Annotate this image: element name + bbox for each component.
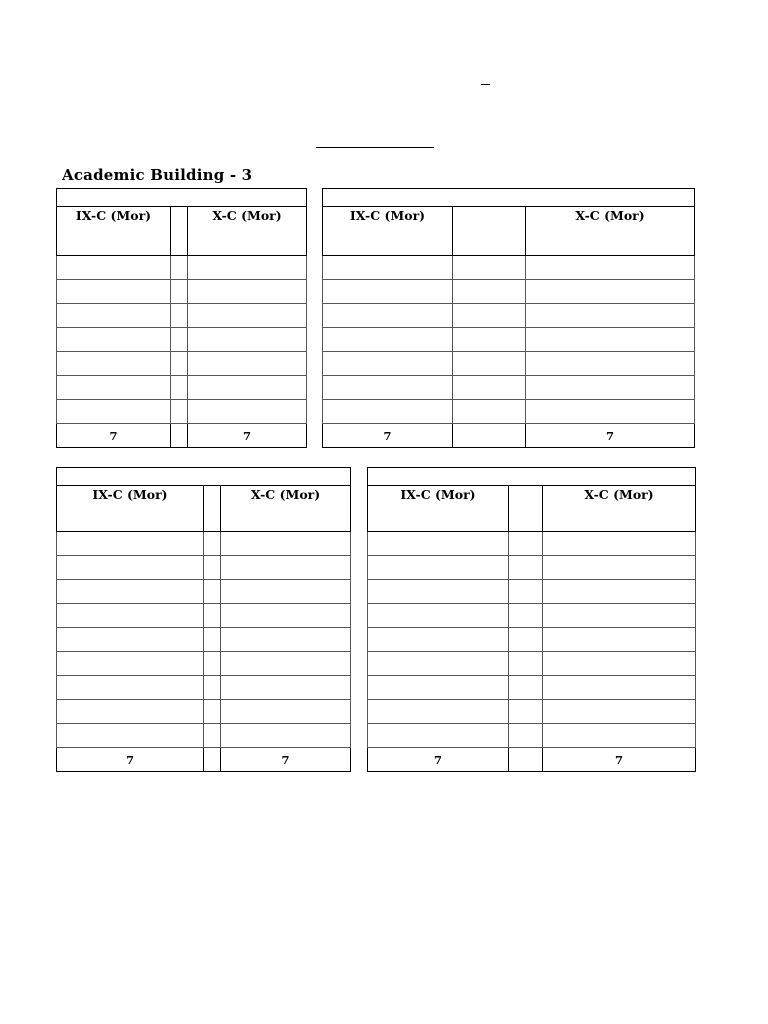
table-row bbox=[368, 724, 696, 748]
table-row bbox=[368, 556, 696, 580]
header-blank bbox=[453, 207, 526, 256]
total-ix-c: 7 bbox=[57, 424, 171, 448]
table-row bbox=[323, 352, 695, 376]
header-blank bbox=[509, 486, 543, 532]
header-x-c-mor: X-C (Mor) bbox=[526, 207, 695, 256]
total-blank bbox=[453, 424, 526, 448]
table-caption-cell bbox=[57, 468, 351, 486]
table-caption-cell bbox=[368, 468, 696, 486]
table-row bbox=[323, 400, 695, 424]
header-blank bbox=[171, 207, 188, 256]
header-blank bbox=[204, 486, 221, 532]
table-row bbox=[323, 304, 695, 328]
table-row bbox=[323, 256, 695, 280]
total-blank bbox=[204, 748, 221, 772]
table-row bbox=[57, 304, 307, 328]
total-x-c: 7 bbox=[221, 748, 351, 772]
header-ix-c-mor: IX-C (Mor) bbox=[323, 207, 453, 256]
timetable-top-left bbox=[56, 188, 307, 448]
table-row bbox=[368, 604, 696, 628]
table-row bbox=[57, 352, 307, 376]
table-row bbox=[368, 676, 696, 700]
table-row bbox=[368, 580, 696, 604]
header-x-c-mor: X-C (Mor) bbox=[188, 207, 307, 256]
table-row bbox=[57, 328, 307, 352]
table-row bbox=[57, 580, 351, 604]
table-row bbox=[57, 628, 351, 652]
header-ix-c-mor: IX-C (Mor) bbox=[368, 486, 509, 532]
dash-mark bbox=[481, 84, 490, 85]
table-row bbox=[368, 532, 696, 556]
total-ix-c: 7 bbox=[57, 748, 204, 772]
building-title: Academic Building - 3 bbox=[62, 166, 253, 184]
table-row bbox=[57, 652, 351, 676]
table-row bbox=[57, 400, 307, 424]
table-row bbox=[57, 604, 351, 628]
title-underline-rule bbox=[316, 147, 434, 148]
table-caption-cell bbox=[323, 189, 695, 207]
table-row bbox=[57, 700, 351, 724]
total-ix-c: 7 bbox=[323, 424, 453, 448]
table-caption-cell bbox=[57, 189, 307, 207]
header-x-c-mor: X-C (Mor) bbox=[543, 486, 696, 532]
table-row bbox=[368, 628, 696, 652]
timetable-bottom-right bbox=[367, 467, 696, 772]
table-row bbox=[368, 652, 696, 676]
header-x-c-mor: X-C (Mor) bbox=[221, 486, 351, 532]
total-x-c: 7 bbox=[543, 748, 696, 772]
total-blank bbox=[171, 424, 188, 448]
total-blank bbox=[509, 748, 543, 772]
table-row bbox=[57, 532, 351, 556]
table-row bbox=[57, 556, 351, 580]
header-ix-c-mor: IX-C (Mor) bbox=[57, 486, 204, 532]
totals-row bbox=[368, 748, 696, 772]
total-x-c: 7 bbox=[188, 424, 307, 448]
total-x-c: 7 bbox=[526, 424, 695, 448]
total-ix-c: 7 bbox=[368, 748, 509, 772]
totals-row bbox=[57, 748, 351, 772]
table-row bbox=[57, 256, 307, 280]
header-ix-c-mor: IX-C (Mor) bbox=[57, 207, 171, 256]
timetable-bottom-left bbox=[56, 467, 351, 772]
table-row bbox=[368, 700, 696, 724]
table-row bbox=[57, 280, 307, 304]
table-row bbox=[57, 376, 307, 400]
table-row bbox=[323, 280, 695, 304]
table-row bbox=[57, 676, 351, 700]
table-row bbox=[323, 376, 695, 400]
timetable-top-right bbox=[322, 188, 695, 448]
table-row bbox=[323, 328, 695, 352]
totals-row bbox=[57, 424, 307, 448]
table-row bbox=[57, 724, 351, 748]
totals-row bbox=[323, 424, 695, 448]
